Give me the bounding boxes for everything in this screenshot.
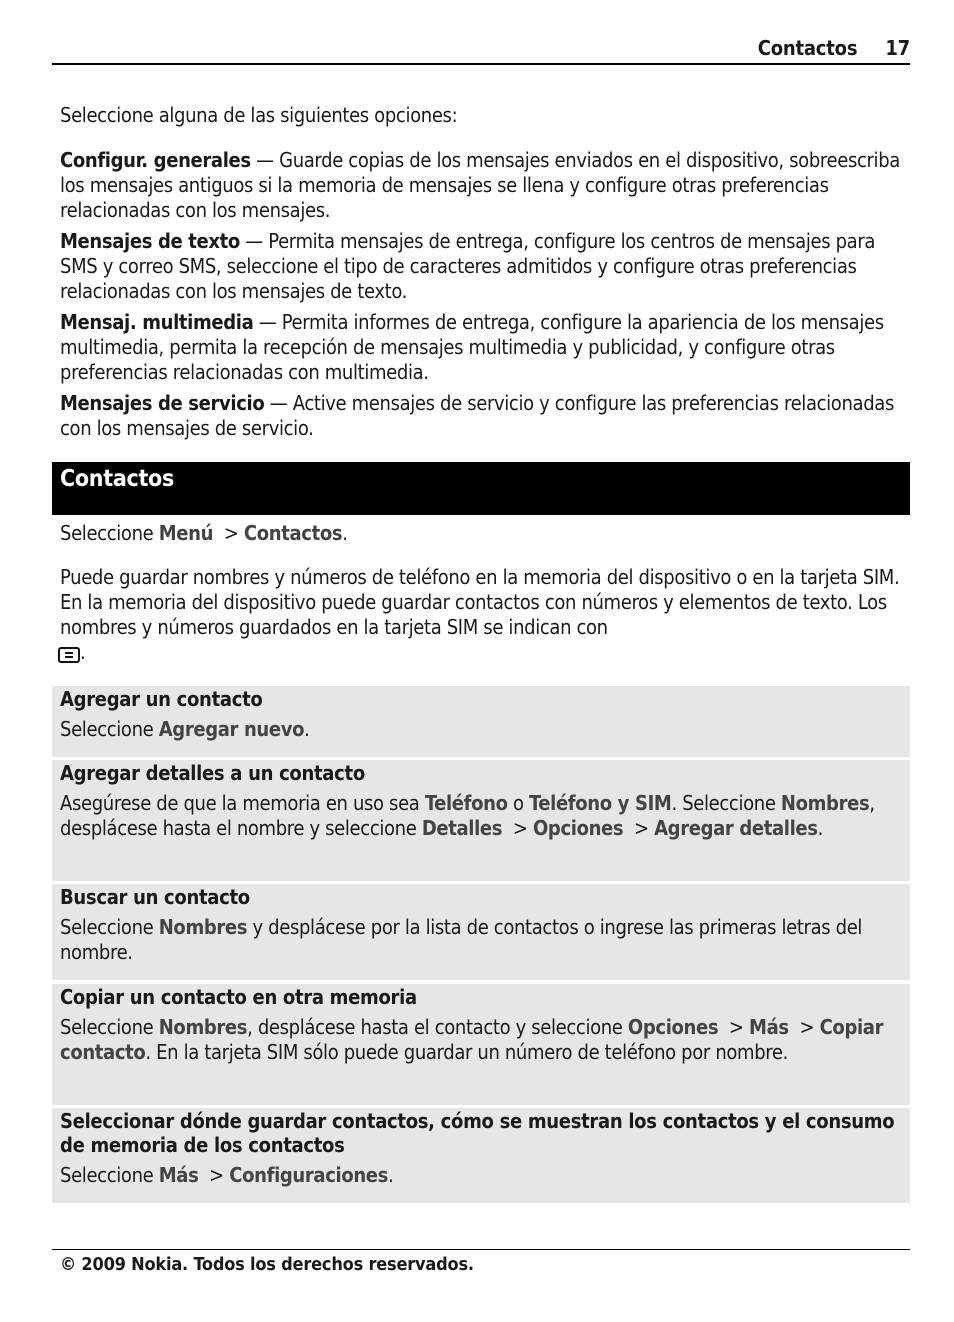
contacts-paragraph-text: Puede guardar nombres y números de teléfono en la memoria del dispositivo o en la tarjeta SIM. En la memoria del dispositivo puede guardar contactos con números y elementos de texto. Los nombres y números guardados en la tarjeta SIM se indican con bbox=[60, 565, 900, 639]
section-title: Contactos bbox=[60, 466, 174, 492]
menu-item-add-details: Agregar detalles bbox=[654, 816, 818, 840]
text-run: . Seleccione bbox=[671, 791, 781, 815]
option-desc: — Permita informes de entrega, configure la apariencia de los mensajes multimedia, permita la recepción de mensajes multimedia y publicidad, y configure otras preferencias relacionadas con multimedia. bbox=[60, 310, 884, 384]
menu-item-more: Más bbox=[749, 1015, 789, 1039]
menu-item-add-new: Agregar nuevo bbox=[158, 717, 305, 741]
task-title: Copiar un contacto en otra memoria bbox=[60, 985, 417, 1009]
copyright-text: © 2009 Nokia. Todos los derechos reservados. bbox=[60, 1254, 474, 1275]
menu-item-details: Detalles bbox=[421, 816, 503, 840]
menu-item-names: Nombres bbox=[158, 1015, 248, 1039]
text-run: , desplácese hasta el nombre y seleccione bbox=[60, 791, 875, 840]
menu-item-menu: Menú bbox=[158, 521, 214, 545]
task-body: Seleccione Agregar nuevo. bbox=[60, 717, 310, 741]
task-box-search-contact bbox=[52, 884, 910, 980]
option-text-messages bbox=[60, 229, 906, 304]
task-box-contact-settings bbox=[52, 1108, 910, 1203]
select-menu-line: Seleccione Menú > Contactos. bbox=[60, 521, 348, 545]
menu-item-phone: Teléfono bbox=[424, 791, 508, 815]
option-term: Mensajes de servicio bbox=[60, 391, 265, 415]
option-term: Mensaj. multimedia bbox=[60, 310, 254, 334]
option-term: Configur. generales bbox=[60, 148, 251, 172]
option-multimedia-messages bbox=[60, 310, 906, 385]
menu-item-contacts: Contactos bbox=[243, 521, 343, 545]
text-run: Asegúrese de que la memoria en uso sea bbox=[60, 791, 425, 815]
contacts-paragraph: Puede guardar nombres y números de teléfono en la memoria del dispositivo o en la tarjeta SIM. En la memoria del dispositivo puede guardar contactos con números y elementos de texto. Los nombres y números guardados en la tarjeta SIM se indican con . bbox=[60, 565, 900, 664]
text-run: . En la tarjeta SIM sólo puede guardar un número de teléfono por nombre. bbox=[145, 1040, 788, 1064]
text-run: o bbox=[507, 791, 530, 815]
page-number: 17 bbox=[885, 36, 910, 60]
task-body: Asegúrese de que la memoria en uso sea Teléfono o Teléfono y SIM. Seleccione Nombres, desplácese hasta el nombre y seleccione Detalles > Opciones > Agregar detalles. bbox=[60, 791, 875, 840]
sim-card-icon bbox=[58, 647, 80, 663]
task-title: Buscar un contacto bbox=[60, 885, 250, 909]
task-body: Seleccione Nombres, desplácese hasta el contacto y seleccione Opciones > Más > Copiar contacto. En la tarjeta SIM sólo puede guardar un número de teléfono por nombre. bbox=[60, 1015, 884, 1064]
intro-text bbox=[60, 103, 906, 128]
header-section-title: Contactos bbox=[757, 36, 858, 60]
task-title: Agregar detalles a un contacto bbox=[60, 761, 365, 785]
option-service-messages bbox=[60, 391, 906, 441]
menu-item-phone-and-sim: Teléfono y SIM bbox=[529, 791, 672, 815]
option-desc: — Active mensajes de servicio y configure las preferencias relacionadas con los mensajes de servicio. bbox=[60, 391, 894, 440]
menu-item-settings: Configuraciones bbox=[229, 1163, 389, 1187]
text-run: y desplácese por la lista de contactos o ingrese las primeras letras del nombre. bbox=[60, 915, 863, 964]
option-desc: — Guarde copias de los mensajes enviados en el dispositivo, sobreescriba los mensajes antiguos si la memoria de mensajes se llena y configure otras preferencias relacionadas con los mensajes. bbox=[60, 148, 900, 222]
options-list bbox=[60, 148, 906, 447]
intro-sentence: Seleccione alguna de las siguientes opciones: bbox=[60, 103, 458, 127]
running-header bbox=[52, 36, 910, 65]
menu-item-more: Más bbox=[158, 1163, 199, 1187]
text-run: Seleccione bbox=[60, 1015, 159, 1039]
text-run: Seleccione bbox=[60, 915, 159, 939]
task-body bbox=[60, 915, 902, 965]
task-box-add-details bbox=[52, 760, 910, 881]
option-term: Mensajes de texto bbox=[60, 229, 240, 253]
section-heading-bar bbox=[52, 462, 910, 515]
task-title: Seleccionar dónde guardar contactos, cómo se muestran los contactos y el consumo de memoria de los contactos bbox=[60, 1109, 895, 1157]
copyright-footer bbox=[52, 1249, 910, 1275]
menu-item-options: Opciones bbox=[627, 1015, 719, 1039]
task-body: Seleccione Más > Configuraciones. bbox=[60, 1163, 394, 1187]
menu-item-names: Nombres bbox=[780, 791, 870, 815]
task-box-add-contact bbox=[52, 686, 910, 757]
task-title: Agregar un contacto bbox=[60, 687, 263, 711]
menu-item-names: Nombres bbox=[158, 915, 248, 939]
menu-item-options: Opciones bbox=[532, 816, 624, 840]
select-prefix: Seleccione bbox=[60, 521, 159, 545]
text-run: Seleccione bbox=[60, 1163, 159, 1187]
option-desc: — Permita mensajes de entrega, configure los centros de mensajes para SMS y correo SMS, seleccione el tipo de caracteres admitidos y configure otras preferencias relacionadas con los mensajes de texto. bbox=[60, 229, 876, 303]
text-run: , desplácese hasta el contacto y seleccione bbox=[247, 1015, 628, 1039]
option-general-settings bbox=[60, 148, 906, 223]
task-box-copy-contact bbox=[52, 984, 910, 1105]
text-run: Seleccione bbox=[60, 717, 159, 741]
menu-item-copy-contact: Copiar contacto bbox=[60, 1015, 884, 1064]
